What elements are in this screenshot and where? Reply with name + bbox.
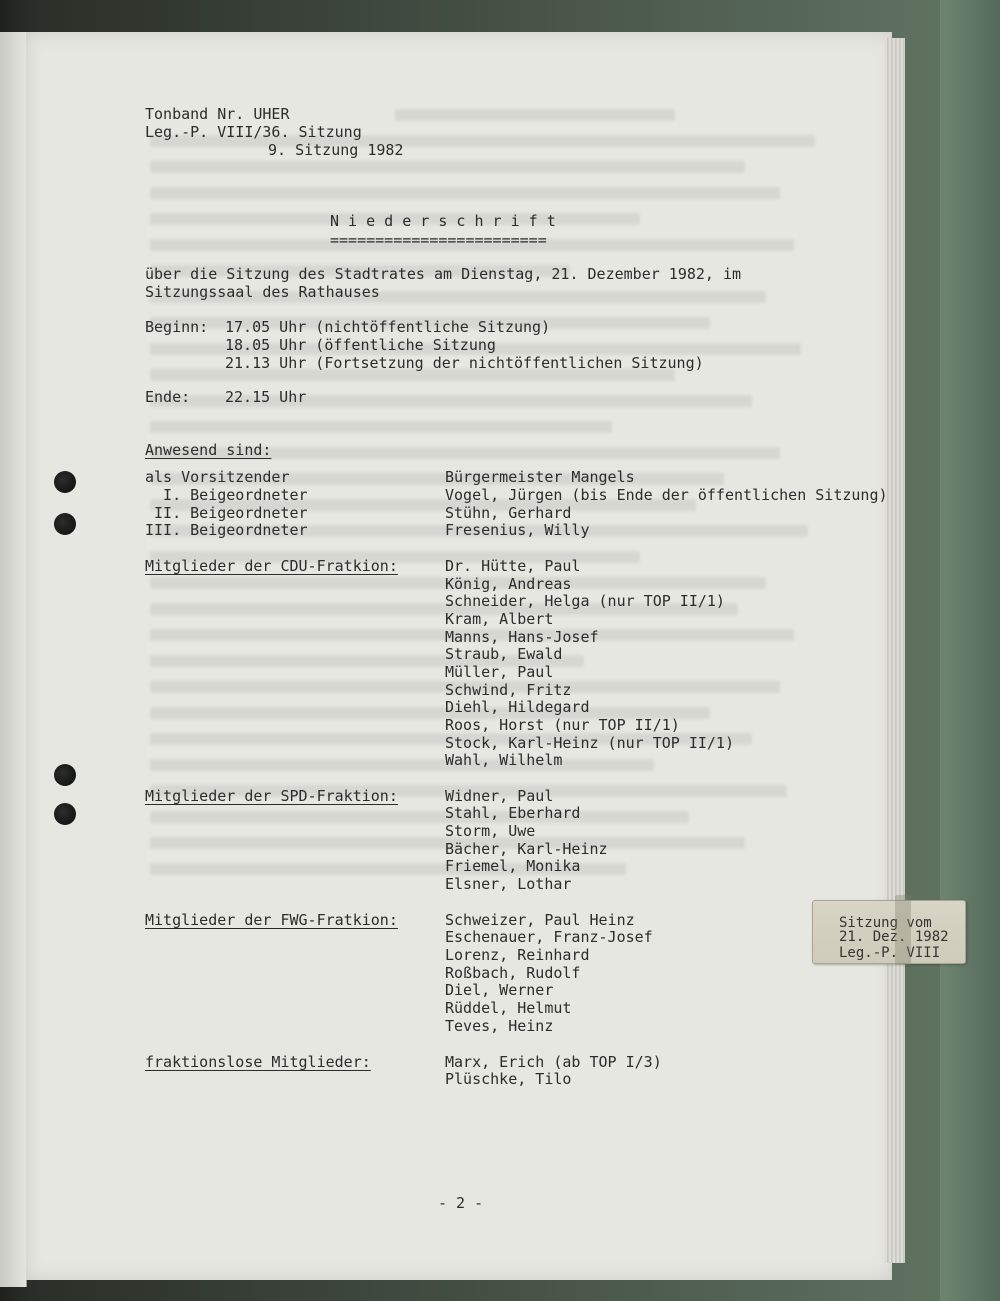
member-name: Straub, Ewald [445,645,563,663]
session-year: 9. Sitzung 1982 [268,141,404,159]
officer-role: II. Beigeordneter [145,504,308,522]
member-name: Lorenz, Reinhard [445,946,590,964]
member-name: Stahl, Eberhard [445,804,581,822]
member-name: Müller, Paul [445,663,554,681]
begin-time: 18.05 Uhr (öffentliche Sitzung [225,336,496,354]
member-name: Plüschke, Tilo [445,1070,572,1088]
officer-name: Fresenius, Willy [445,521,590,539]
member-name: Schweizer, Paul Heinz [445,911,635,929]
member-name: Dr. Hütte, Paul [445,557,581,575]
page-number: - 2 - [438,1194,484,1212]
member-name: Roßbach, Rudolf [445,964,581,982]
member-name: Eschenauer, Franz-Josef [445,928,653,946]
present-heading: Anwesend sind: [145,441,272,459]
member-name: Friemel, Monika [445,857,581,875]
group-label-independent: fraktionslose Mitglieder: [145,1053,371,1071]
member-name: Storm, Uwe [445,822,536,840]
member-name: Wahl, Wilhelm [445,751,563,769]
tab-clip [895,895,911,965]
end-label: Ende: [145,388,191,406]
tab-label-line: Sitzung vom [839,915,932,931]
member-name: Schneider, Helga (nur TOP II/1) [445,592,725,610]
index-tab [812,900,966,964]
member-name: Rüddel, Helmut [445,999,572,1017]
officer-role: III. Beigeordneter [145,521,308,539]
member-name: Marx, Erich (ab TOP I/3) [445,1053,662,1071]
document-title: N i e d e r s c h r i f t [330,212,556,230]
member-name: Roos, Horst (nur TOP II/1) [445,716,680,734]
officer-name: Stühn, Gerhard [445,504,572,522]
tape-number: Tonband Nr. UHER [145,105,290,123]
begin-label: Beginn: [145,318,209,336]
member-name: Elsner, Lothar [445,875,572,893]
group-label-fwg: Mitglieder der FWG-Fratkion: [145,911,398,929]
intro-line: Sitzungssaal des Rathauses [145,283,380,301]
member-name: König, Andreas [445,575,572,593]
group-label-cdu: Mitglieder der CDU-Fratkion: [145,557,398,575]
member-name: Diel, Werner [445,981,554,999]
begin-time: 17.05 Uhr (nichtöffentliche Sitzung) [225,318,551,336]
tab-label-line: Leg.-P. VIII [839,945,941,961]
officer-role: als Vorsitzender [145,468,290,486]
legislature-session: Leg.-P. VIII/36. Sitzung [145,123,362,141]
member-name: Stock, Karl-Heinz (nur TOP II/1) [445,734,734,752]
member-name: Teves, Heinz [445,1017,554,1035]
title-underline: ======================== [330,231,547,249]
member-name: Diehl, Hildegard [445,698,590,716]
member-name: Schwind, Fritz [445,681,572,699]
officer-name: Bürgermeister Mangels [445,468,635,486]
member-name: Widner, Paul [445,787,554,805]
officer-name: Vogel, Jürgen (bis Ende der öffentlichen Sitzung) [445,486,888,504]
member-name: Manns, Hans-Josef [445,628,599,646]
end-time: 22.15 Uhr [225,388,307,406]
begin-time: 21.13 Uhr (Fortsetzung der nichtöffentlichen Sitzung) [225,354,704,372]
tab-label-line: 21. Dez. 1982 [839,929,949,945]
officer-role: I. Beigeordneter [145,486,308,504]
group-label-spd: Mitglieder der SPD-Fraktion: [145,787,398,805]
member-name: Kram, Albert [445,610,554,628]
member-name: Bächer, Karl-Heinz [445,840,608,858]
intro-line: über die Sitzung des Stadtrates am Dienstag, 21. Dezember 1982, im [145,265,742,283]
